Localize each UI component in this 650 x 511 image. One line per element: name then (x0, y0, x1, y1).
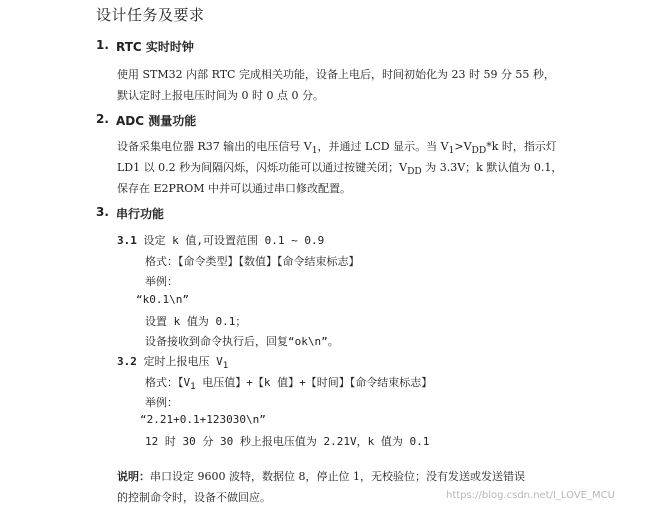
subsection-3-2-number: 3.2 (117, 355, 137, 368)
subsection-3-1-title (117, 232, 324, 248)
section-2-line-1 (117, 138, 557, 156)
section-2-line-2-part-a: LD1 以 0.2 秒为间隔闪烁，闪烁功能可以通过按键关闭；V (117, 161, 408, 174)
section-2-line-2 (117, 159, 562, 177)
subsection-3-1-example: “k0.1\n” (136, 293, 189, 306)
subsection-3-2-label: 定时上报电压 V (136, 355, 223, 368)
note-line-2: 的控制命令时，设备不做回应。 (117, 491, 271, 504)
subsection-3-1-explain-1: 设置 k 值为 0.1； (145, 315, 247, 328)
subsection-3-1-format: 格式：【命令类型】【数值】【命令结束标志】 (145, 255, 360, 268)
note-text-1: 串口设定 9600 波特，数据位 8，停止位 1，无校验位；没有发送或发送错误 (150, 470, 525, 483)
section-2-line-3: 保存在 E2PROM 中并可以通过串口修改配置。 (117, 182, 351, 195)
section-2-line-1-sub-3: DD (471, 145, 487, 157)
section-1-line-1: 使用 STM32 内部 RTC 完成相关功能，设备上电后，时间初始化为 23 时 59 分 55 秒， (117, 68, 555, 81)
section-1-heading: RTC 实时时钟 (116, 40, 194, 54)
subsection-3-2-format-sub: 1 (190, 381, 196, 393)
section-2-line-2-part-b: 为 3.3V；k 默认值为 0.1， (421, 161, 563, 174)
section-2-heading: ADC 测量功能 (116, 114, 197, 128)
section-1-number: 1. (96, 38, 109, 52)
note-label: 说明： (117, 470, 150, 483)
watermark: https://blog.csdn.net/I_LOVE_MCU (446, 490, 615, 501)
note-line-1 (117, 468, 525, 484)
subsection-3-1-number: 3.1 (117, 234, 137, 247)
section-2-line-1-part-b: ，并通过 LCD 显示。当 V (317, 140, 449, 153)
subsection-3-2-label-sub: 1 (222, 360, 229, 372)
subsection-3-2-format (145, 374, 432, 392)
section-2-line-1-part-d: *k 时，指示灯 (486, 140, 557, 153)
subsection-3-2-format-part-a: 格式：【V (145, 376, 191, 389)
subsection-3-2-explain: 12 时 30 分 30 秒上报电压值为 2.21V，k 值为 0.1 (145, 435, 430, 448)
section-2-line-2-sub: DD (407, 166, 422, 178)
subsection-3-2-format-part-b: 电压值】+【k 值】+【时间】【命令结束标志】 (195, 376, 433, 389)
section-3-number: 3. (96, 205, 109, 219)
subsection-3-2-title (117, 353, 228, 371)
page-title: 设计任务及要求 (96, 6, 205, 24)
subsection-3-1-example-label: 举例： (145, 275, 178, 288)
section-2-line-1-part-a: 设备采集电位器 R37 输出的电压信号 V (117, 140, 312, 153)
section-2-line-1-sub-1: 1 (311, 145, 318, 157)
section-3-heading: 串行功能 (116, 207, 165, 221)
section-2-number: 2. (96, 112, 109, 126)
subsection-3-1-label: 设定 k 值,可设置范围 0.1 ~ 0.9 (136, 234, 325, 247)
section-2-line-1-sub-2: 1 (448, 145, 455, 157)
subsection-3-2-example: “2.21+0.1+123030\n” (140, 413, 266, 426)
section-1-line-2: 默认定时上报电压时间为 0 时 0 点 0 分。 (117, 89, 324, 102)
section-2-line-1-part-c: >V (454, 140, 472, 153)
subsection-3-1-explain-2: 设备接收到命令执行后，回复“ok\n”。 (145, 335, 339, 348)
subsection-3-2-example-label: 举例： (145, 396, 178, 409)
